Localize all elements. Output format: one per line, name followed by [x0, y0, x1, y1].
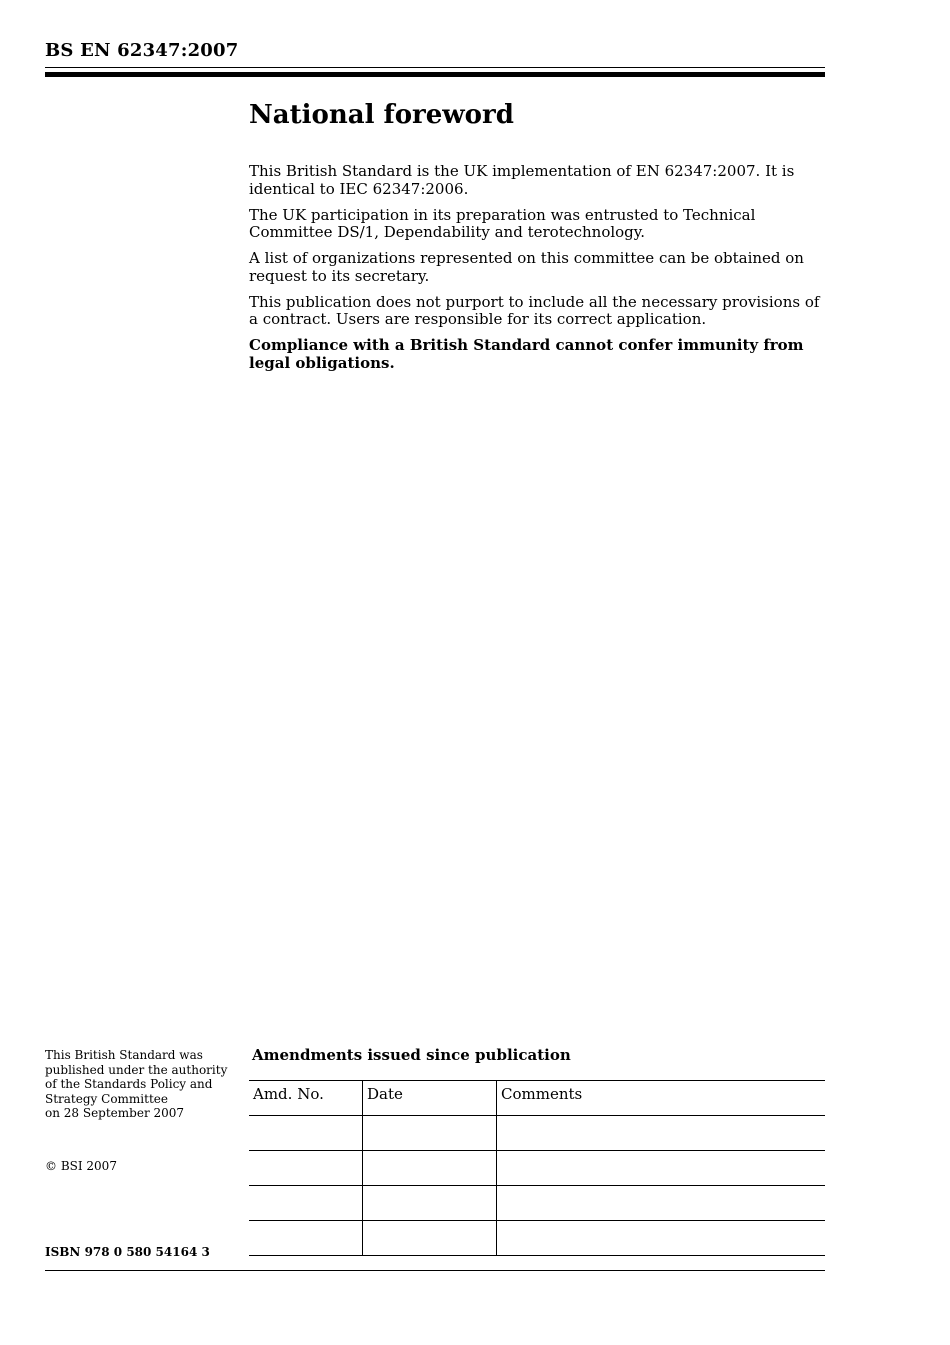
table-cell: [249, 1116, 363, 1151]
compliance-note: Compliance with a British Standard cannot confer immunity from legal obligations.: [249, 336, 804, 372]
foreword-paragraph: A list of organizations represented on this committee can be obtained on request to its secretary.: [249, 249, 804, 285]
column-header-comments: Comments: [497, 1081, 826, 1116]
header-rule-thick: [45, 72, 825, 77]
publication-line: Strategy Committee: [45, 1091, 168, 1106]
table-cell: [497, 1116, 826, 1151]
table-cell: [363, 1151, 497, 1186]
publication-line: on 28 September 2007: [45, 1106, 185, 1120]
amendments-table: [249, 1080, 825, 1256]
table-cell: [363, 1116, 497, 1151]
footer-rule: [45, 1270, 825, 1271]
publication-line: This British Standard was: [45, 1048, 203, 1062]
publication-line: of the Standards Policy and: [45, 1077, 213, 1091]
table-row: [249, 1221, 825, 1256]
foreword-body: [249, 163, 829, 381]
table-cell: [363, 1221, 497, 1256]
table-cell: [249, 1151, 363, 1186]
foreword-paragraph: This publication does not purport to include all the necessary provisions of a contract. Users are responsible for its correct application.: [249, 292, 820, 328]
document-id: BS EN 62347:2007: [45, 40, 239, 61]
table-row: [249, 1116, 825, 1151]
column-header-date: Date: [363, 1081, 497, 1116]
table-header-row: [249, 1081, 825, 1116]
table-cell: [497, 1151, 826, 1186]
publication-authority-note: [45, 1048, 235, 1121]
header-rule-thin: [45, 67, 825, 68]
isbn-number: ISBN 978 0 580 54164 3: [45, 1245, 210, 1259]
table-cell: [497, 1221, 826, 1256]
table-cell: [497, 1186, 826, 1221]
page-title: National foreword: [249, 100, 514, 130]
column-header-amd-no: Amd. No.: [249, 1081, 363, 1116]
copyright-notice: © BSI 2007: [45, 1159, 117, 1173]
table-cell: [363, 1186, 497, 1221]
table-cell: [249, 1221, 363, 1256]
table-cell: [249, 1186, 363, 1221]
publication-line: published under the authority: [45, 1062, 228, 1077]
table-row: [249, 1151, 825, 1186]
foreword-paragraph: The UK participation in its preparation was entrusted to Technical Committee DS/1, Dependability and terotechnology.: [249, 205, 756, 241]
foreword-paragraph: This British Standard is the UK implementation of EN 62347:2007. It is identical to IEC 62347:2006.: [249, 162, 795, 198]
amendments-title: Amendments issued since publication: [252, 1046, 571, 1064]
table-row: [249, 1186, 825, 1221]
